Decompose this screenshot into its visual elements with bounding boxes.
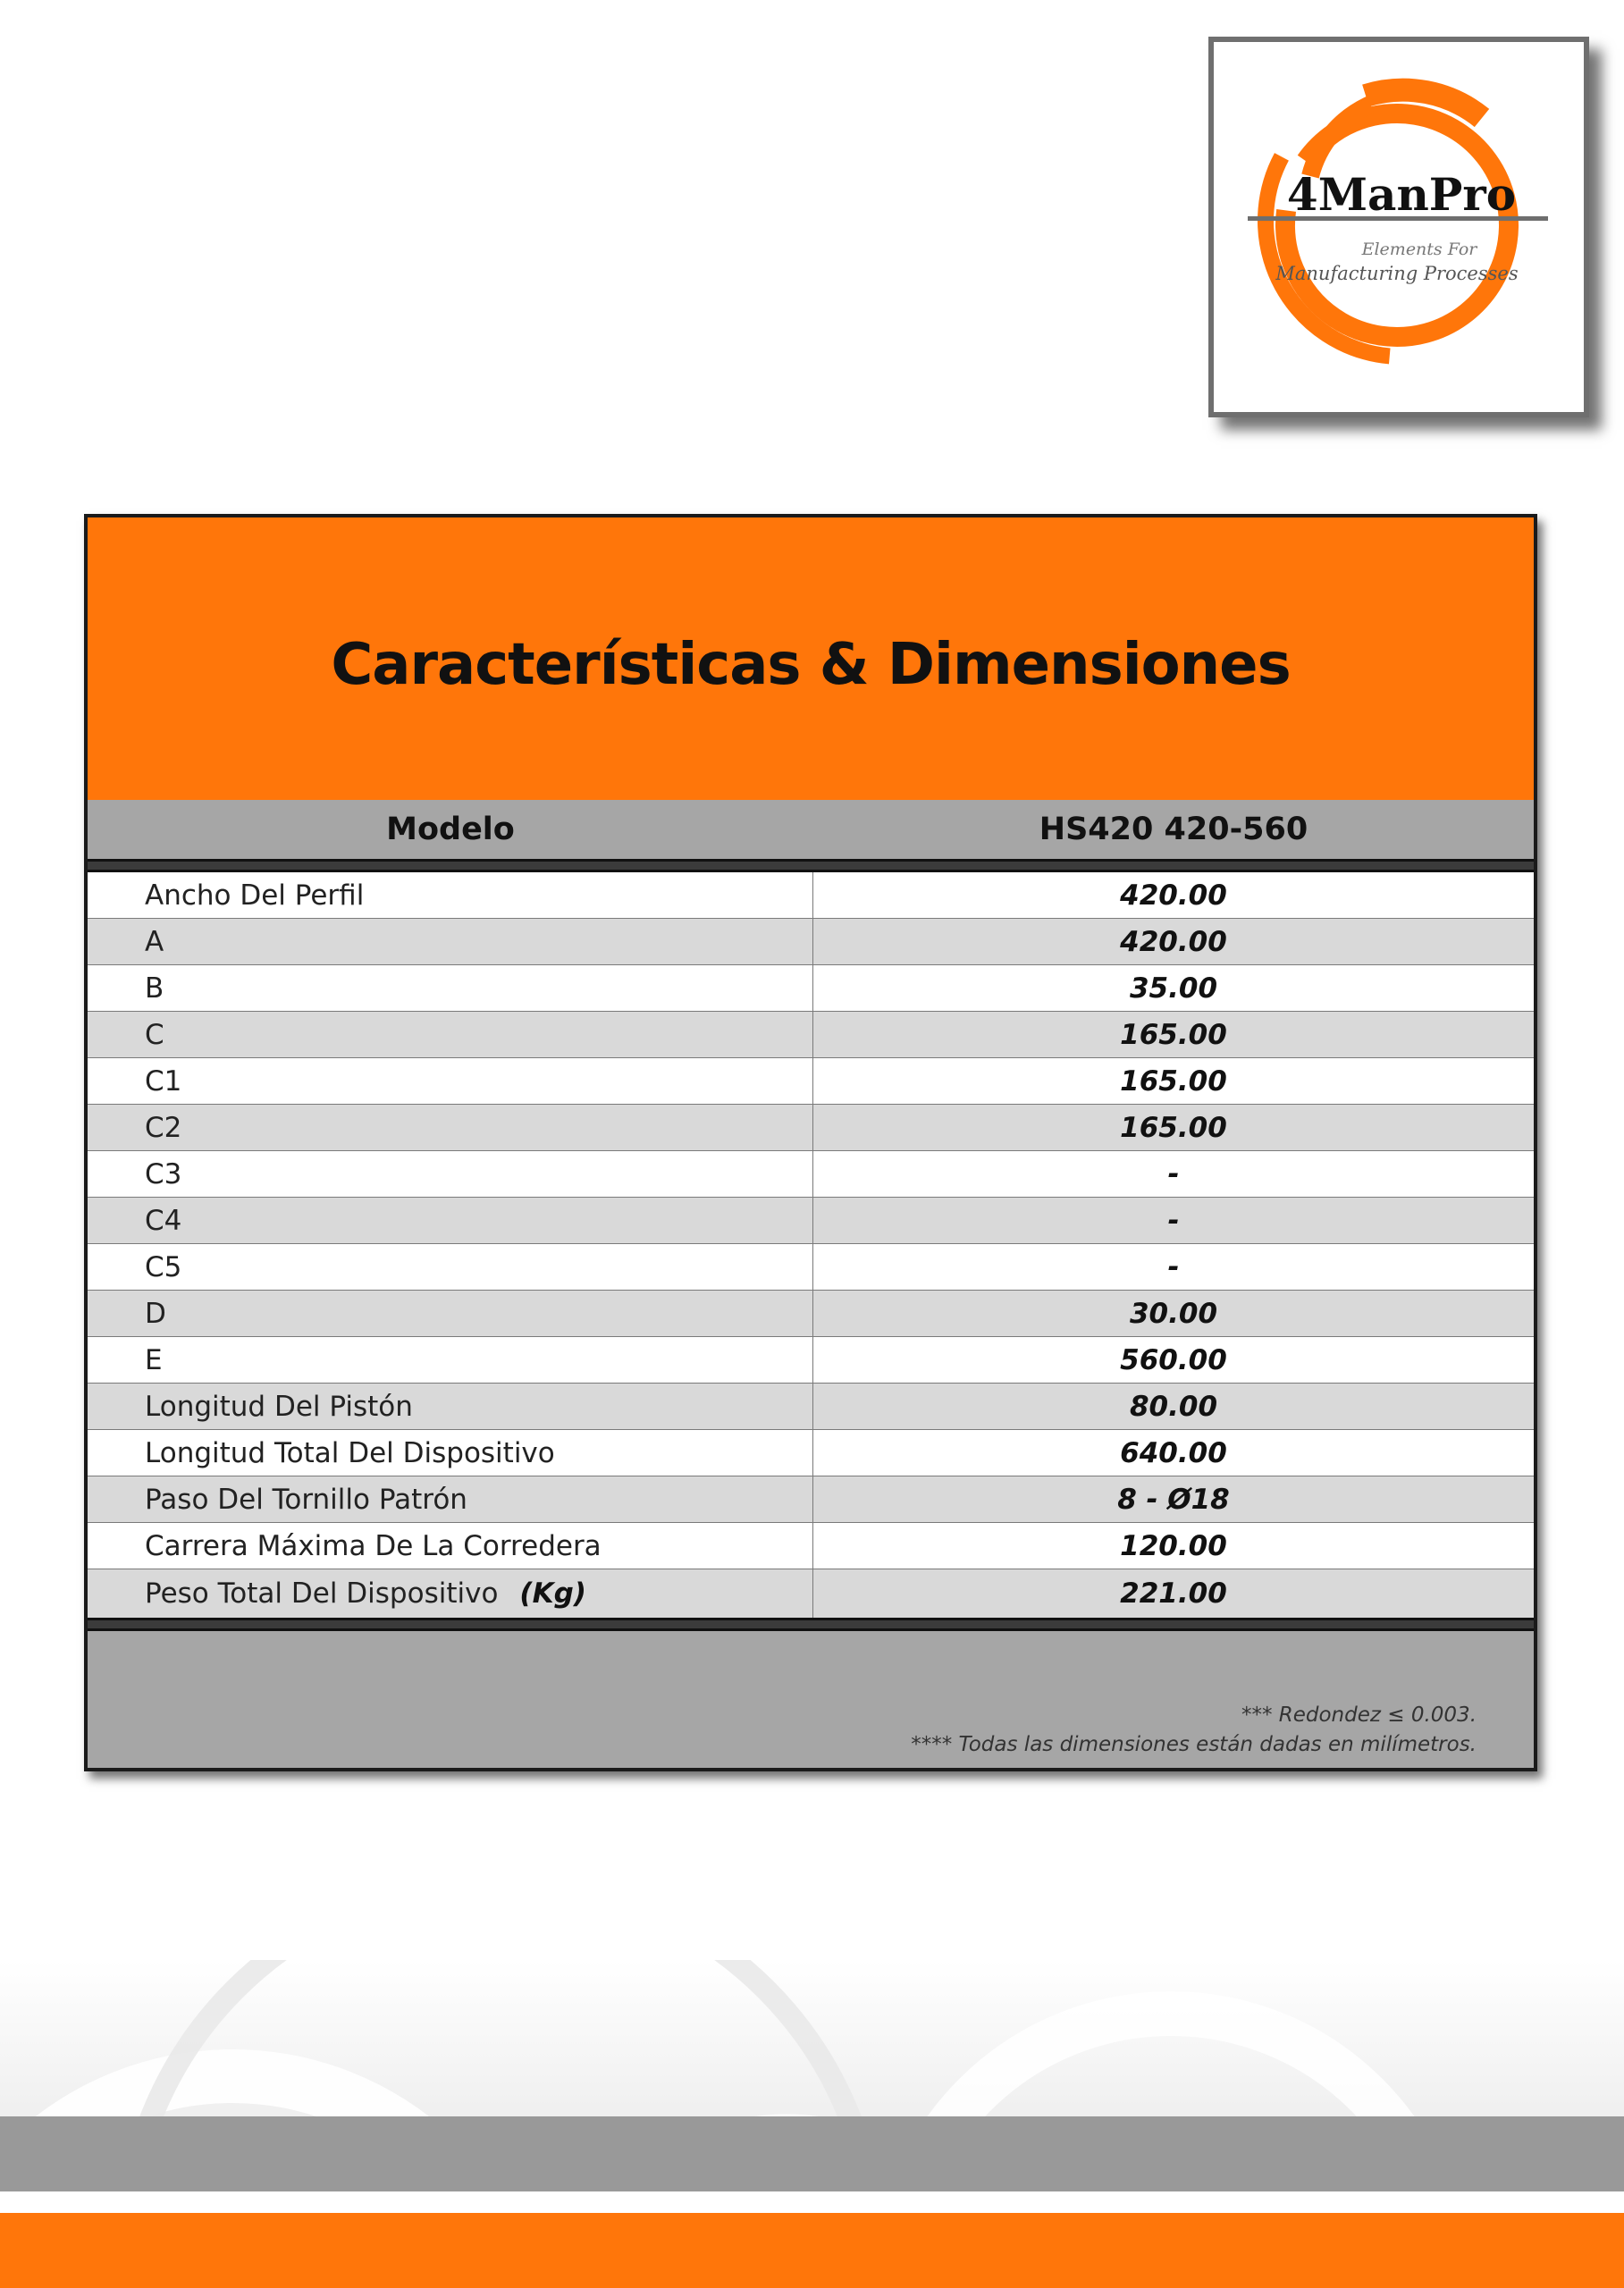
table-row bbox=[88, 1058, 1534, 1105]
table-row bbox=[88, 1291, 1534, 1337]
row-value: 640.00 bbox=[1120, 1436, 1227, 1469]
row-value: 420.00 bbox=[1120, 879, 1227, 912]
row-value: 165.00 bbox=[1120, 1018, 1227, 1051]
row-label bbox=[88, 1198, 813, 1243]
row-value: 221.00 bbox=[1120, 1577, 1227, 1610]
row-label bbox=[88, 919, 813, 964]
panel-header bbox=[88, 517, 1534, 800]
table-row bbox=[88, 919, 1534, 965]
table-row bbox=[88, 1384, 1534, 1430]
row-label-text: Carrera Máxima De La Corredera bbox=[145, 1529, 602, 1562]
row-label-text: Paso Del Tornillo Patrón bbox=[145, 1483, 467, 1516]
table-row bbox=[88, 1151, 1534, 1198]
footer-orange-band bbox=[0, 2213, 1624, 2288]
row-value: 8 - Ø18 bbox=[1117, 1483, 1230, 1516]
row-value: 80.00 bbox=[1129, 1390, 1218, 1423]
model-header-row bbox=[88, 800, 1534, 859]
row-value: 420.00 bbox=[1120, 925, 1227, 958]
row-value: 120.00 bbox=[1120, 1529, 1227, 1562]
row-label bbox=[88, 1569, 813, 1618]
row-label-text: Longitud Total Del Dispositivo bbox=[145, 1436, 555, 1469]
row-value: - bbox=[1167, 1250, 1180, 1283]
row-label bbox=[88, 1291, 813, 1336]
row-label-text: D bbox=[145, 1297, 166, 1330]
row-label-text: C2 bbox=[145, 1111, 182, 1144]
logo-tagline-1: Elements For bbox=[1361, 240, 1477, 259]
footer-white-band bbox=[0, 2191, 1624, 2213]
panel-title: Características & Dimensiones bbox=[331, 632, 1291, 698]
model-name: HS420 420-560 bbox=[1039, 812, 1308, 847]
table-row bbox=[88, 1476, 1534, 1523]
row-label bbox=[88, 1430, 813, 1476]
row-label-text: B bbox=[145, 972, 164, 1005]
footer-gray-band bbox=[0, 2116, 1624, 2191]
row-unit: (Kg) bbox=[519, 1577, 586, 1610]
table-row bbox=[88, 1569, 1534, 1618]
footnote-units: **** Todas las dimensiones están dadas en milímetros. bbox=[911, 1733, 1477, 1756]
row-label bbox=[88, 965, 813, 1011]
table-row bbox=[88, 1244, 1534, 1291]
row-label-text: C5 bbox=[145, 1250, 182, 1283]
table-row bbox=[88, 1198, 1534, 1244]
row-label-text: Peso Total Del Dispositivo bbox=[145, 1577, 499, 1610]
specifications-table bbox=[88, 872, 1534, 1618]
company-logo bbox=[1208, 37, 1589, 417]
row-label-text: A bbox=[145, 925, 164, 958]
row-value: 165.00 bbox=[1120, 1111, 1227, 1144]
logo-tagline-2: Manufacturing Processes bbox=[1275, 263, 1519, 284]
row-value: 165.00 bbox=[1120, 1064, 1227, 1098]
row-label bbox=[88, 1476, 813, 1522]
row-label-text: C3 bbox=[145, 1157, 182, 1190]
row-label-text: C bbox=[145, 1018, 164, 1051]
table-row bbox=[88, 1523, 1534, 1569]
table-row bbox=[88, 1337, 1534, 1384]
footnote-roundness: *** Redondez ≤ 0.003. bbox=[1241, 1703, 1477, 1727]
row-value: 560.00 bbox=[1120, 1343, 1227, 1376]
row-label bbox=[88, 872, 813, 918]
row-label bbox=[88, 1105, 813, 1150]
footnotes bbox=[911, 1701, 1477, 1760]
row-label-text: C4 bbox=[145, 1204, 182, 1237]
table-top-divider bbox=[88, 859, 1534, 872]
table-row bbox=[88, 872, 1534, 919]
row-value: - bbox=[1167, 1157, 1180, 1190]
row-label-text: Ancho Del Perfil bbox=[145, 879, 365, 912]
logo-wordmark: 4ManPro bbox=[1286, 168, 1517, 221]
row-label bbox=[88, 1151, 813, 1197]
row-label-text: C1 bbox=[145, 1064, 182, 1098]
logo-graphic bbox=[1214, 42, 1584, 412]
table-row bbox=[88, 1105, 1534, 1151]
table-row bbox=[88, 1430, 1534, 1476]
row-label bbox=[88, 1244, 813, 1290]
row-value: 30.00 bbox=[1129, 1297, 1218, 1330]
row-label bbox=[88, 1523, 813, 1569]
row-label-text: E bbox=[145, 1343, 163, 1376]
row-label-text: Longitud Del Pistón bbox=[145, 1390, 413, 1423]
row-value: 35.00 bbox=[1129, 972, 1218, 1005]
row-value: - bbox=[1167, 1204, 1180, 1237]
row-label bbox=[88, 1058, 813, 1104]
table-row bbox=[88, 1012, 1534, 1058]
model-header-label: Modelo bbox=[386, 812, 515, 847]
table-bottom-divider bbox=[88, 1618, 1534, 1631]
row-label bbox=[88, 1337, 813, 1383]
table-row bbox=[88, 965, 1534, 1012]
row-label bbox=[88, 1384, 813, 1429]
row-label bbox=[88, 1012, 813, 1057]
specifications-panel bbox=[84, 514, 1537, 1771]
